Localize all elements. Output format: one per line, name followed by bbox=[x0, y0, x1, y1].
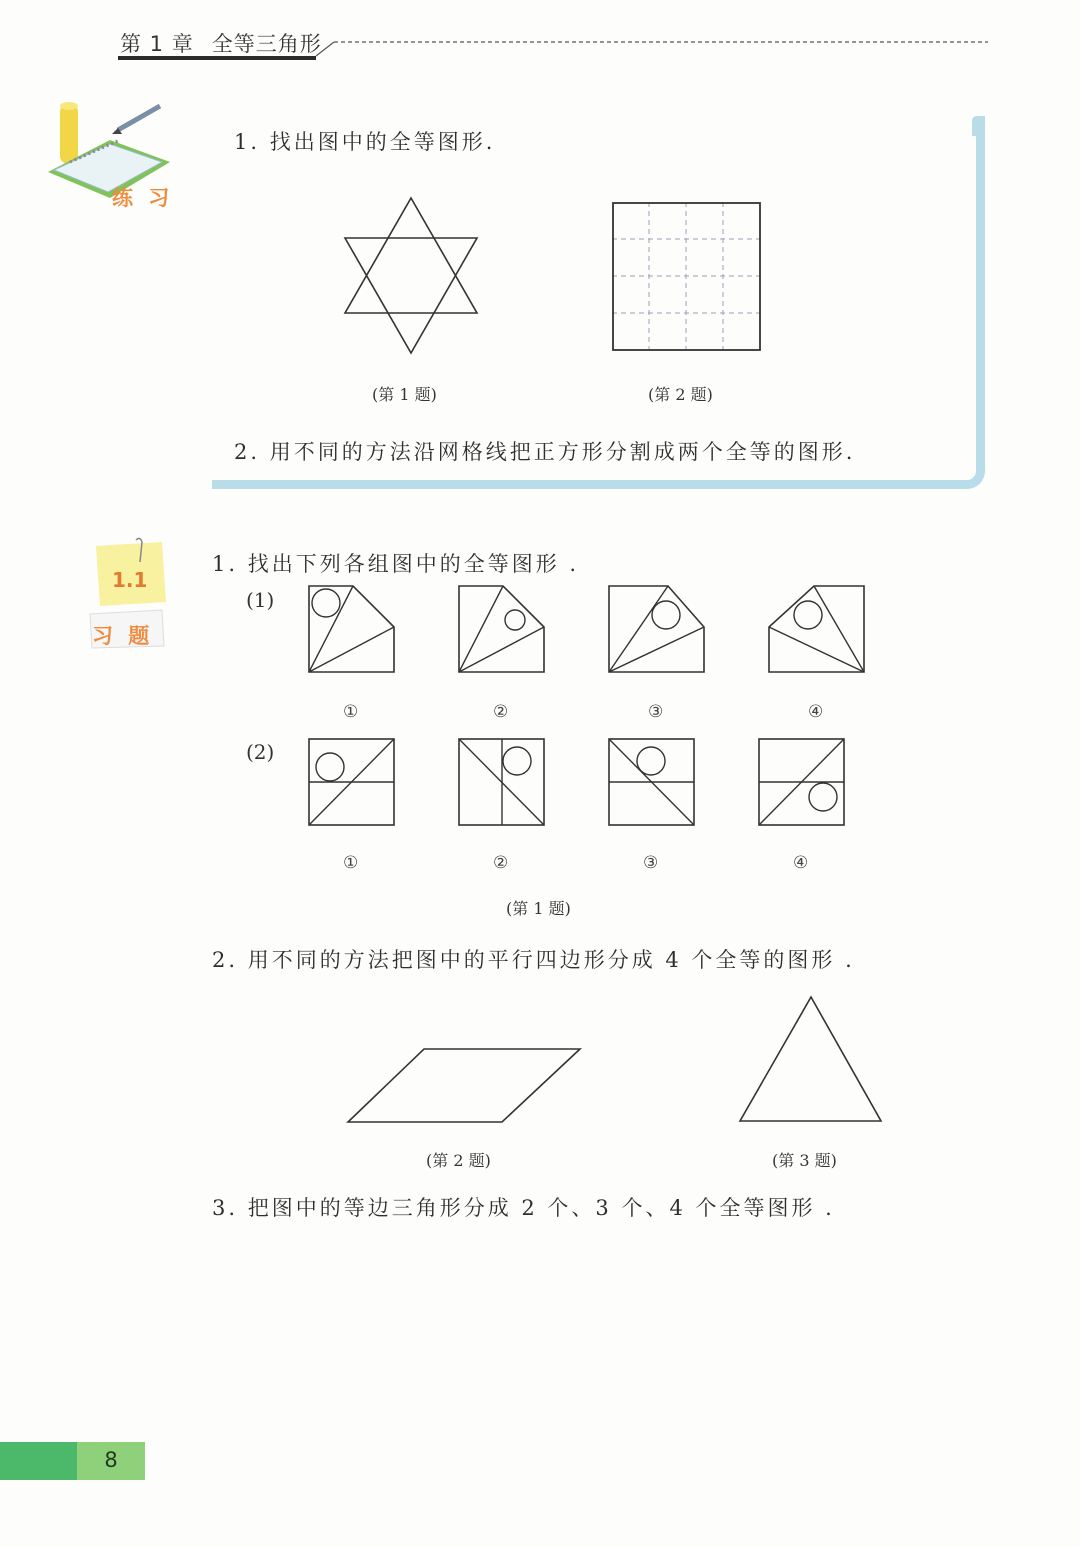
group2-label-4: ④ bbox=[793, 853, 809, 873]
header-dashed-rule bbox=[316, 36, 988, 58]
exercise-badge-label: 习 题 bbox=[92, 624, 154, 648]
group2-figure-3 bbox=[608, 738, 696, 827]
page-number-bar bbox=[0, 1442, 77, 1480]
star-of-david-figure bbox=[340, 196, 482, 356]
grid-square-figure bbox=[612, 202, 762, 352]
exercise-fig1-caption: (第 1 题) bbox=[506, 899, 571, 918]
equilateral-triangle-figure bbox=[738, 995, 884, 1123]
practice-fig2-caption: (第 2 题) bbox=[648, 385, 713, 404]
parallelogram-figure bbox=[346, 1047, 584, 1125]
group1-label-2: ② bbox=[493, 702, 509, 722]
exercise-question-3: 3. 把图中的等边三角形分成 2 个、3 个、4 个全等图形 . bbox=[212, 1196, 835, 1220]
group-1-label: (1) bbox=[246, 588, 275, 612]
chapter-heading bbox=[120, 28, 322, 58]
group-2-label: (2) bbox=[246, 740, 275, 764]
group1-label-4: ④ bbox=[808, 702, 824, 722]
practice-frame bbox=[212, 116, 985, 489]
chapter-number: 第 1 章 bbox=[120, 32, 194, 56]
practice-question-1: 1. 找出图中的全等图形. bbox=[234, 130, 496, 154]
group2-label-3: ③ bbox=[643, 853, 659, 873]
practice-frame-cap bbox=[972, 116, 981, 136]
page-number: 8 bbox=[104, 1448, 118, 1472]
practice-question-2: 2. 用不同的方法沿网格线把正方形分割成两个全等的图形. bbox=[234, 440, 856, 464]
exercise-fig3-caption: (第 3 题) bbox=[772, 1151, 837, 1170]
group2-figure-4 bbox=[758, 738, 846, 827]
practice-badge-label: 练 习 bbox=[112, 186, 174, 210]
group2-label-2: ② bbox=[493, 853, 509, 873]
group1-label-3: ③ bbox=[648, 702, 664, 722]
group2-figure-1 bbox=[308, 738, 396, 827]
group2-figure-2 bbox=[458, 738, 546, 827]
group1-figure-4 bbox=[768, 585, 866, 674]
exercise-fig2-caption: (第 2 题) bbox=[426, 1151, 491, 1170]
exercise-badge-number: 1.1 bbox=[112, 568, 148, 592]
group1-label-1: ① bbox=[343, 702, 359, 722]
group1-figure-2 bbox=[458, 585, 546, 674]
group1-figure-3 bbox=[608, 585, 706, 674]
group1-figure-1 bbox=[308, 585, 396, 674]
chapter-title: 全等三角形 bbox=[211, 32, 322, 56]
exercise-question-2: 2. 用不同的方法把图中的平行四边形分成 4 个全等的图形 . bbox=[212, 948, 855, 972]
exercise-question-1: 1. 找出下列各组图中的全等图形 . bbox=[212, 552, 580, 576]
header-underline bbox=[118, 56, 316, 60]
practice-fig1-caption: (第 1 题) bbox=[372, 385, 437, 404]
group2-label-1: ① bbox=[343, 853, 359, 873]
